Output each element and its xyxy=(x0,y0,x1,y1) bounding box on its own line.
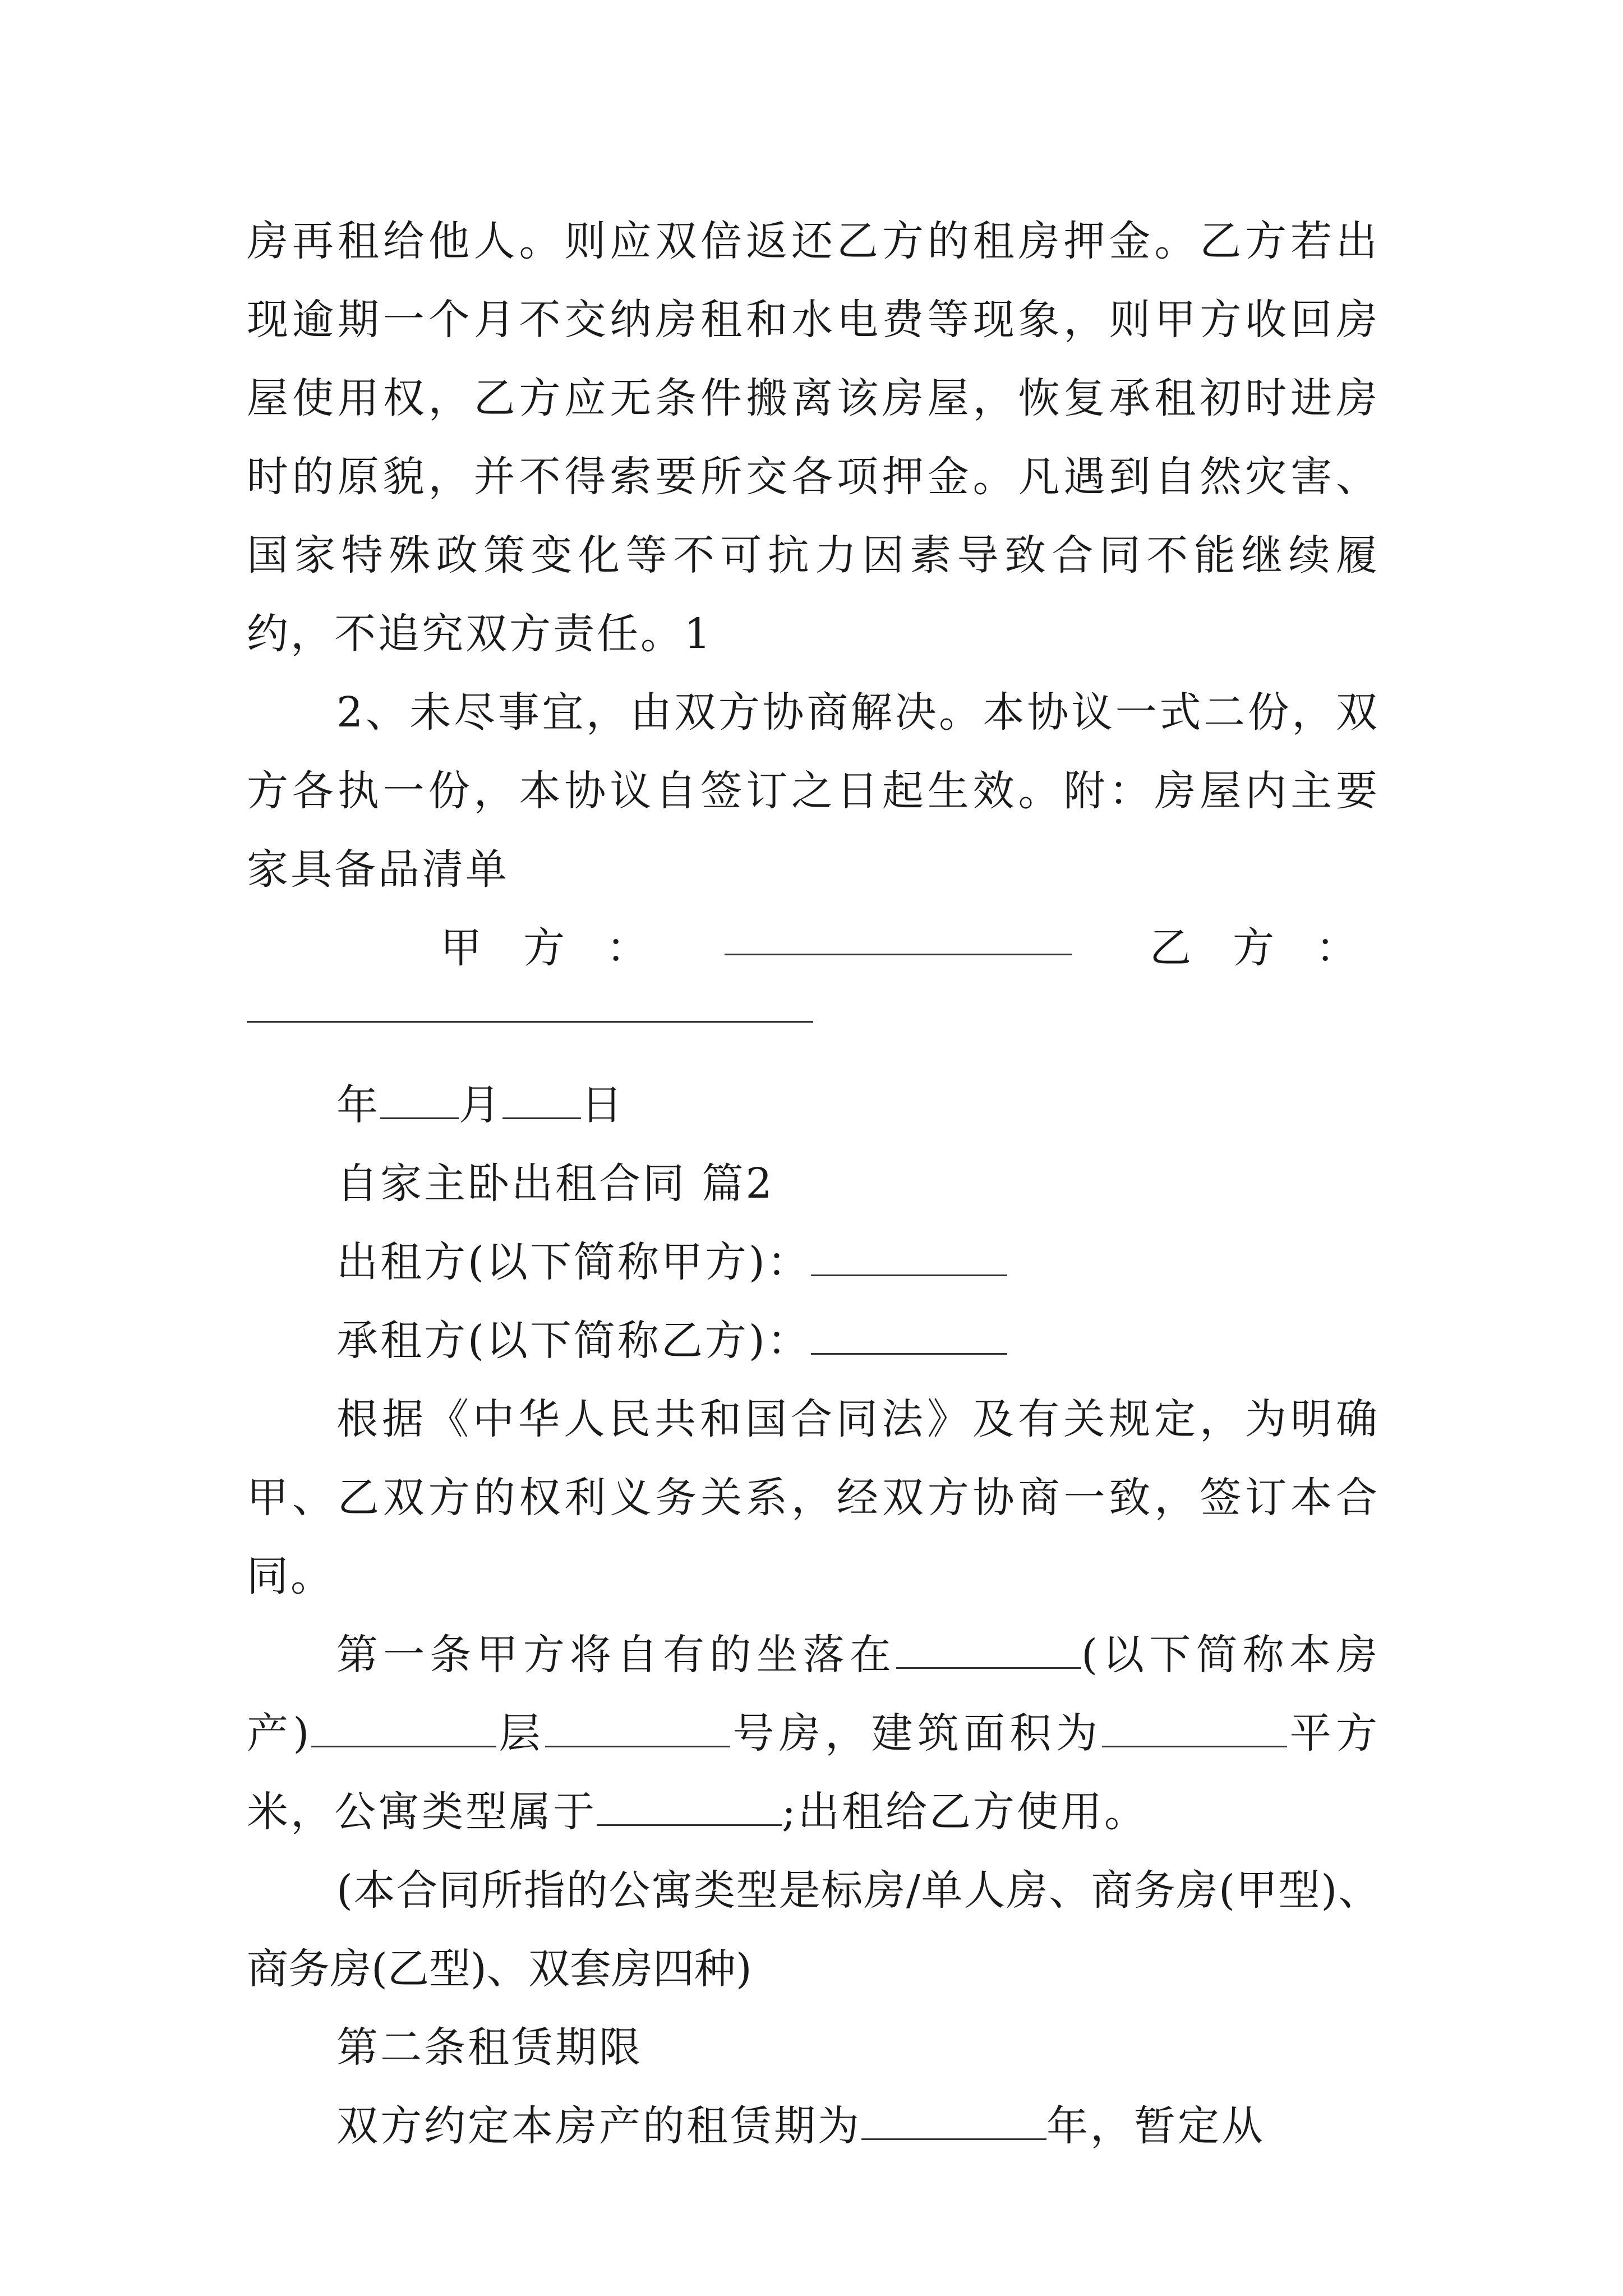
apartment-type-note: (本合同所指的公寓类型是标房/单人房、商务房(甲型)、商务房(乙型)、双套房四种) xyxy=(247,1866,1380,1993)
signature-row xyxy=(247,909,1380,987)
location-blank xyxy=(896,1632,1081,1669)
article-2-text-a: 双方约定本房产的租赁期为 xyxy=(336,2102,861,2150)
lessee-line xyxy=(247,1301,1380,1380)
apartment-type-blank xyxy=(597,1789,782,1826)
party-a-signature-line xyxy=(725,954,1072,955)
date-month-blank xyxy=(380,1083,459,1119)
floor-blank xyxy=(311,1711,496,1747)
article-1-text-c: 层 xyxy=(496,1709,545,1757)
paragraph-continuation: 房再租给他人。则应双倍返还乙方的租房押金。乙方若出现逾期一个月不交纳房租和水电费等现象，则甲方收回房屋使用权，乙方应无条件搬离该房屋，恢复承租初时进房时的原貌，并不得索要所交各项押金。凡遇到自然灾害、国家特殊政策变化等不可抗力因素导致合同不能继续履约，不追究双方责任。1 xyxy=(247,217,1380,658)
lease-term-blank xyxy=(861,2104,1046,2140)
article-1-text-b: (以下简称本房产) xyxy=(247,1631,1380,1757)
article-1-text-e: 平方米，公寓类型属于 xyxy=(247,1709,1380,1836)
lessee-label: 承租方(以下简称乙方)： xyxy=(336,1317,811,1365)
lessor-label: 出租方(以下简称甲方)： xyxy=(336,1238,811,1286)
lessor-blank xyxy=(811,1240,1007,1276)
party-a-label: 甲 方 ： xyxy=(440,924,648,972)
article-1-text-f: ;出租给乙方使用。 xyxy=(782,1788,1148,1836)
article-1-text-a: 第一条甲方将自有的坐落在 xyxy=(336,1631,897,1679)
article-2-text-b: 年，暂定从 xyxy=(1046,2102,1265,2150)
article-2 xyxy=(247,2087,1380,2165)
document-body xyxy=(247,202,1380,2165)
party-b-signature-row xyxy=(247,987,1380,1066)
contract-basis: 根据《中华人民共和国合同法》及有关规定，为明确甲、乙双方的权利义务关系，经双方协商一致，签订本合同。 xyxy=(247,1395,1380,1600)
room-number-blank xyxy=(545,1711,730,1747)
lessee-blank xyxy=(811,1318,1007,1355)
date-month: 月 xyxy=(459,1081,502,1129)
paragraph-clause-2: 2、未尽事宜，由双方协商解决。本协议一式二份，双方各执一份，本协议自签订之日起生效。附：房屋内主要家具备品清单 xyxy=(247,688,1380,894)
party-b-label: 乙 方 ： xyxy=(1150,924,1357,972)
date-line xyxy=(247,1066,1380,1144)
lessor-line xyxy=(247,1223,1380,1301)
article-1 xyxy=(247,1616,1380,1851)
contract-title: 自家主卧出租合同 篇2 xyxy=(336,1159,774,1208)
date-day-blank xyxy=(502,1083,581,1119)
date-year: 年 xyxy=(336,1081,380,1129)
area-blank xyxy=(1102,1711,1287,1747)
article-1-text-d: 号房，建筑面积为 xyxy=(730,1709,1103,1757)
party-b-signature-line xyxy=(247,1021,813,1023)
article-2-title: 第二条租赁期限 xyxy=(336,2023,643,2072)
date-day: 日 xyxy=(581,1081,625,1129)
